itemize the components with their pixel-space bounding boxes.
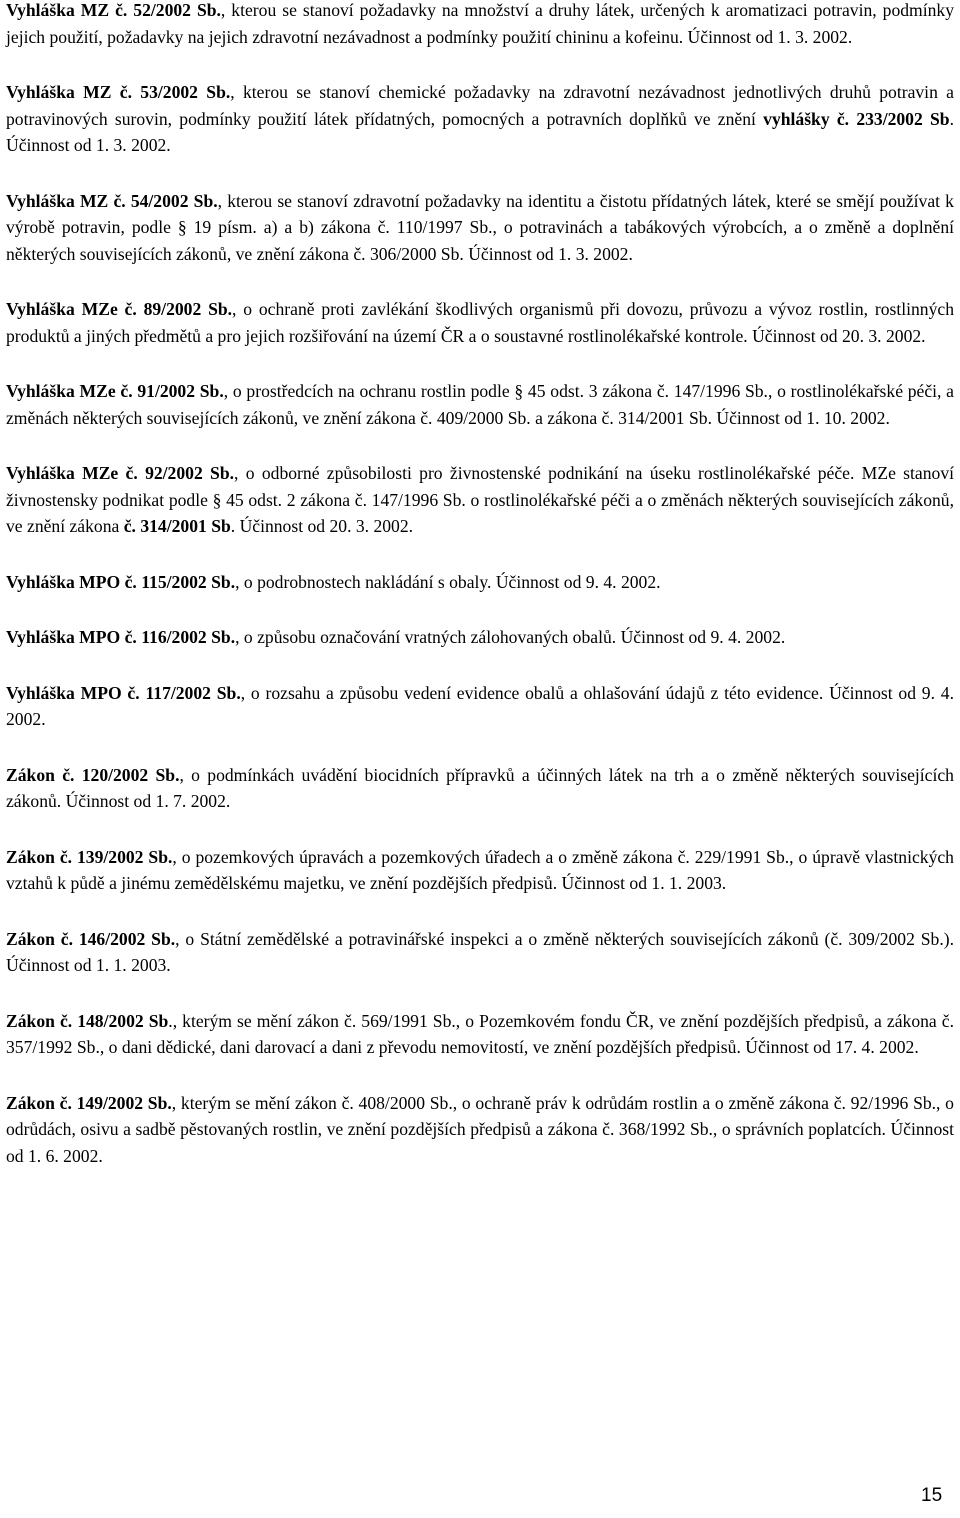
entry-text: . Účinnost od 1. 3. 2002. [6, 108, 954, 155]
entry-text: , o prostředcích na ochranu rostlin podle § 45 odst. 3 zákona č. 147/1996 Sb., o rostlinolékařské péči, a změnách některých souvisejících zákonů, ve znění zákona č. 409/2000 Sb. a zákona č. 314/2001 Sb. Účinnost od 1. 10. 2002. [6, 381, 954, 428]
entry-title: Zákon č. 139/2002 Sb. [6, 846, 173, 867]
legislation-entry [6, 680, 954, 733]
entry-title: Zákon č. 149/2002 Sb. [6, 1092, 172, 1113]
entry-title: č. 314/2001 Sb [123, 516, 231, 536]
legislation-entry [6, 926, 954, 979]
legislation-entry [6, 79, 954, 159]
page-number: 15 [921, 1485, 943, 1506]
legislation-entry [6, 624, 954, 651]
entry-text: , kterým se mění zákon č. 408/2000 Sb., o ochraně práv k odrůdám rostlin a o změně zákona č. 92/1996 Sb., o odrůdách, osivu a sadbě pěstovaných rostlin, ve znění pozdějších předpisů a zákona č. 368/1992 Sb., o správních poplatcích. Účinnost od 1. 6. 2002. [6, 1092, 954, 1166]
entry-title: Vyhláška MZ č. 54/2002 Sb. [6, 190, 218, 211]
entry-title: Vyhláška MZe č. 92/2002 Sb. [6, 463, 235, 483]
entry-text: , o odborné způsobilosti pro živnostenské podnikání na úseku rostlinolékařské péče. MZe stanoví živnostensky podnikat podle § 45 odst. 2 zákona č. 147/1996 Sb. o rostlinolékařské péči a o změnách některých souvisejících zákonů, ve znění zákona [6, 463, 955, 536]
legislation-entry [6, 762, 954, 815]
legislation-entry [6, 378, 954, 431]
entry-text: , o rozsahu a způsobu vedení evidence obalů a ohlašování údajů z této evidence. Účinnost od 9. 4. 2002. [6, 682, 954, 729]
entry-text: , o způsobu označování vratných zálohovaných obalů. Účinnost od 9. 4. 2002. [235, 627, 786, 647]
entry-title: Vyhláška MPO č. 116/2002 Sb. [6, 627, 236, 647]
entry-title: 233/2002 Sb [856, 108, 950, 129]
entry-title: Vyhláška MPO č. 117/2002 Sb. [6, 682, 241, 703]
entry-text: , kterou se stanoví požadavky na množství a druhy látek, určených k aromatizaci potravin, podmínky jejich použití, požadavky na jejich zdravotní nezávadnost a podmínky použití chininu a kofeinu. Účinnost od 1. 3. 2002. [6, 0, 954, 47]
entry-text: , kterou se stanoví zdravotní požadavky na identitu a čistotu přídatných látek, které se smějí používat k výrobě potravin, podle § 19 písm. a) a b) zákona č. 110/1997 Sb., o potravinách a tabákových výrobcích, a o změně a doplnění některých souvisejících zákonů, ve znění zákona č. 306/2000 Sb. Účinnost od 1. 3. 2002. [6, 190, 954, 264]
legislation-entry [6, 1090, 954, 1170]
entry-title: Vyhláška MZe č. 91/2002 Sb. [6, 381, 224, 401]
entry-text: , o Státní zemědělské a potravinářské inspekci a o změně některých souvisejících zákonů (č. 309/2002 Sb.). Účinnost od 1. 1. 2003. [6, 928, 954, 975]
entry-text: , o podrobnostech nakládání s obaly. Účinnost od 9. 4. 2002. [235, 571, 661, 592]
entry-title: Vyhláška MZ č. 53/2002 Sb. [6, 82, 231, 102]
legislation-entry [6, 188, 954, 268]
entry-title: Zákon č. 146/2002 Sb. [6, 928, 176, 949]
entry-title: Vyhláška MZ č. 52/2002 Sb. [6, 0, 221, 20]
legislation-entry [6, 460, 954, 540]
entry-title: vyhlášky č. [763, 108, 850, 129]
document-body [6, 0, 954, 1198]
legislation-entry [6, 569, 954, 596]
entry-text: , o ochraně proti zavlékání škodlivých organismů při dovozu, průvozu a vývoz rostlin, rostlinných produktů a jiných předmětů a pro jejich rozšiřování na území ČR a o soustavné rostlinolékařské kontrole. Účinnost od 20. 3. 2002. [6, 299, 955, 346]
entry-title: Vyhláška MPO č. 115/2002 Sb. [6, 571, 236, 592]
entry-title: Zákon č. 148/2002 Sb [6, 1010, 169, 1031]
entry-text: , o podmínkách uvádění biocidních přípravků a účinných látek na trh a o změně některých souvisejících zákonů. Účinnost od 1. 7. 2002. [6, 764, 954, 811]
legislation-entry [6, 296, 954, 349]
entry-text: . Účinnost od 20. 3. 2002. [230, 516, 414, 536]
entry-text: , o pozemkových úpravách a pozemkových úřadech a o změně zákona č. 229/1991 Sb., o úpravě vlastnických vztahů k půdě a jinému zemědělskému majetku, ve znění pozdějších předpisů. Účinnost od 1. 1. 2003. [6, 846, 954, 893]
entry-text: ., kterým se mění zákon č. 569/1991 Sb., o Pozemkovém fondu ČR, ve znění pozdějších předpisů, a zákona č. 357/1992 Sb., o dani dědické, dani darovací a dani z převodu nemovitostí, ve znění pozdějších předpisů. Účinnost od 17. 4. 2002. [6, 1010, 954, 1057]
legislation-entry [6, 844, 954, 897]
entry-title: Vyhláška MZe č. 89/2002 Sb. [6, 299, 233, 319]
legislation-entry [6, 0, 954, 50]
entry-text: , kterou se stanoví chemické požadavky na zdravotní nezávadnost jednotlivých druhů potravin a potravinových surovin, podmínky použití látek přídatných, pomocných a potravních doplňků ve znění [6, 82, 954, 129]
entry-title: Zákon č. 120/2002 Sb. [6, 764, 180, 785]
legislation-entry [6, 1008, 954, 1061]
